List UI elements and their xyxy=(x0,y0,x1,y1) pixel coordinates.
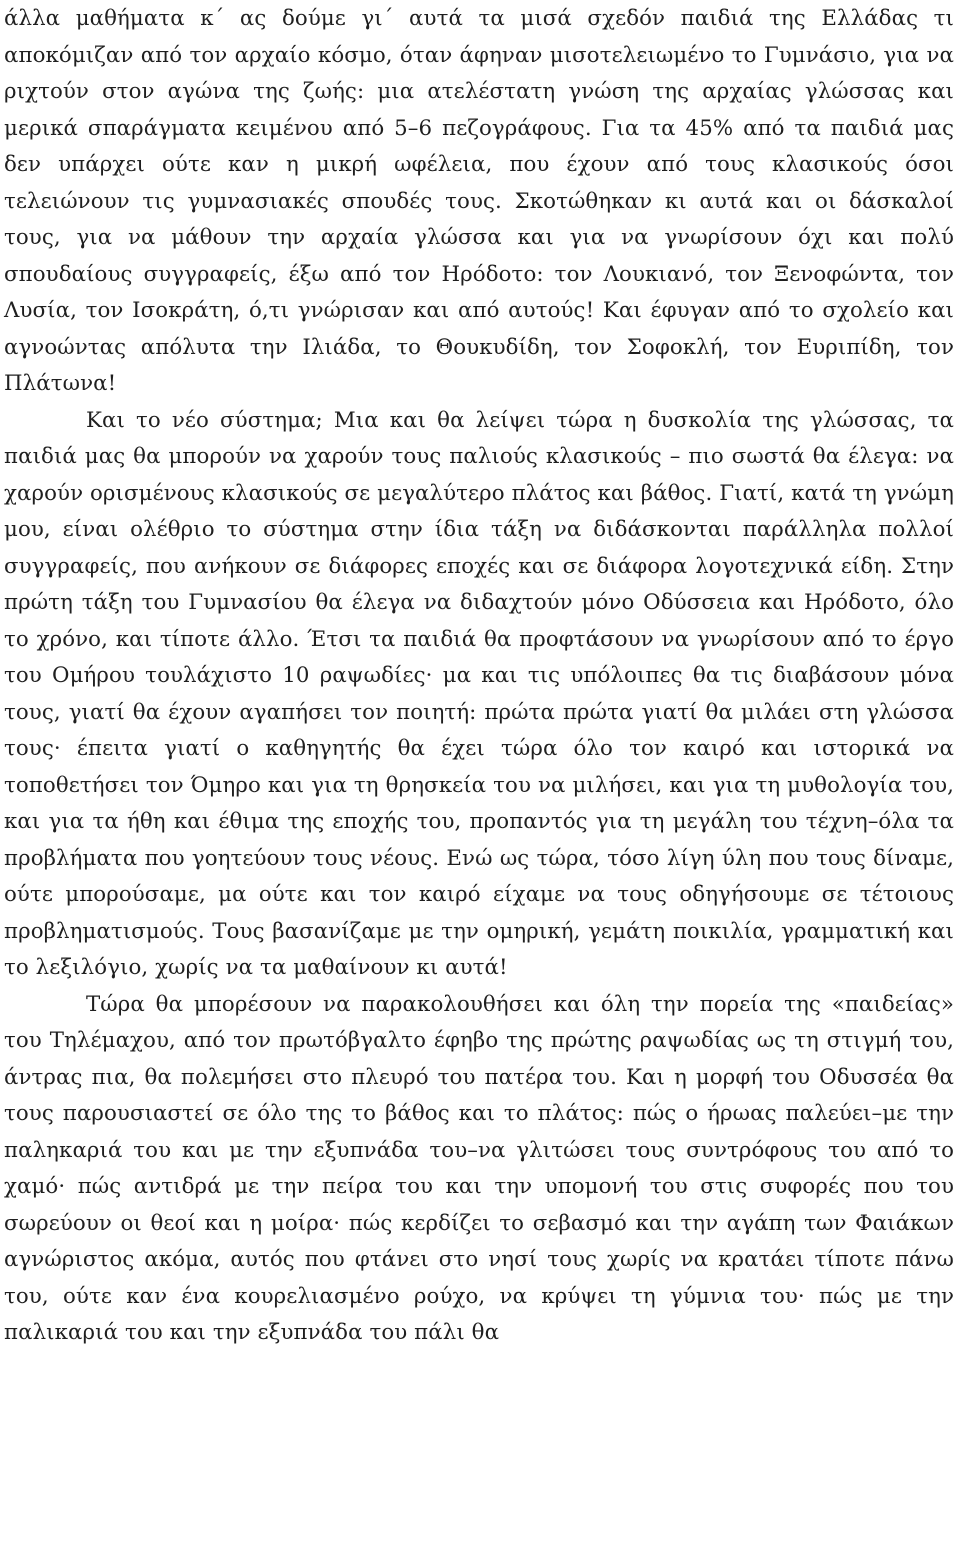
paragraph-2: Και το νέο σύστημα; Μια και θα λείψει τώρα η δυσκολία της γλώσσας, τα παιδιά μας θα μπορούν να χαρούν τους παλιούς κλασικούς – πιο σωστά θα έλεγα: να χαρούν ορισμένους κλασικούς σε μεγαλύτερο πλάτος και βάθος. Γιατί, κατά τη γνώμη μου, είναι ολέθριο το σύστημα στην ίδια τάξη να διδάσκονται παράλληλα πολλοί συγγραφείς, που ανήκουν σε διάφορες εποχές και σε διάφορα λογοτεχνικά είδη. Στην πρώτη τάξη του Γυμνασίου θα έλεγα να διδαχτούν μόνο Οδύσσεια και Ηρόδοτο, όλο το χρόνο, και τίποτε άλλο. Έτσι τα παιδιά θα προφτάσουν να γνωρίσουν από το έργο του Ομήρου τουλάχιστο 10 ραψωδίες· μα και τις υπόλοιπες θα τις διαβάσουν μόνα τους, γιατί θα έχουν αγαπήσει τον ποιητή: πρώτα πρώτα γιατί θα μιλάει στη γλώσσα τους· έπειτα γιατί ο καθηγητής θα έχει τώρα όλο τον καιρό και ιστορικά να τοποθετήσει τον Όμηρο και για τη θρησκεία του να μιλήσει, και για τη μυθολογία του, και για τα ήθη και έθιμα της εποχής του, προπαντός για τη μεγάλη του τέχνη–όλα τα προβλήματα που γοητεύουν τους νέους. Ενώ ως τώρα, τόσο λίγη ύλη που τους δίναμε, ούτε μπορούσαμε, μα ούτε και τον καιρό είχαμε να τους οδηγήσουμε σε τέτοιους προβληματισμούς. Τους βασανίζαμε με την ομηρική, γεμάτη ποικιλία, γραμματική και το λεξιλόγιο, χωρίς να τα μαθαίνουν κι αυτά! xyxy=(4,407,954,980)
paragraph-3: Τώρα θα μπορέσουν να παρακολουθήσει και όλη την πορεία της «παιδείας» του Τηλέμαχου, από τον πρωτόβγαλτο έφηβο της πρώτης ραψωδίας ως τη στιγμή του, άντρας πια, θα πολεμήσει στο πλευρό του πατέρα του. Και η μορφή του Οδυσσέα θα τους παρουσιαστεί σε όλο της το βάθος και το πλάτος: πώς ο ήρωας παλεύει–με την παληκαριά του και με την εξυπνάδα του–να γλιτώσει τους συντρόφους του από το χαμό· πώς αντιδρά με την πείρα του και την υπομονή του στις συφορές που του σωρεύουν οι θεοί και η μοίρα· πώς κερδίζει το σεβασμό και την αγάπη των Φαιάκων αγνώριστος ακόμα, αυτός που φτάνει στο νησί τους χωρίς να κρατάει τίποτε πάνω του, ούτε καν ένα κουρελιασμένο ρούχο, να κρύψει τη γύμνια του· πώς με την παλικαριά του και την εξυπνάδα του πάλι θα xyxy=(4,991,954,1345)
document-page xyxy=(0,1,960,1555)
paragraph-1: άλλα μαθήματα κ΄ ας δούμε γι΄ αυτά τα μισά σχεδόν παιδιά της Ελλάδας τι αποκόμιζαν από τον αρχαίο κόσμο, όταν άφηναν μισοτελειωμένο το Γυμνάσιο, για να ριχτούν στον αγώνα της ζωής: μια ατελέστατη γνώση της αρχαίας γλώσσας και μερικά σπαράγματα κειμένου από 5–6 πεζογράφους. Για τα 45% από τα παιδιά μας δεν υπάρχει ούτε καν η μικρή ωφέλεια, που έχουν από τους κλασικούς όσοι τελειώνουν τις γυμνασιακές σπουδές τους. Σκοτώθηκαν κι αυτά και οι δάσκαλοί τους, για να μάθουν την αρχαία γλώσσα και για να γνωρίσουν όχι και πολύ σπουδαίους συγγραφείς, έξω από τον Ηρόδοτο: τον Λουκιανό, τον Ξενοφώντα, τον Λυσία, τον Ισοκράτη, ό,τι γνώρισαν και από αυτούς! Και έφυγαν από το σχολείο και αγνοώντας απόλυτα την Ιλιάδα, το Θουκυδίδη, τον Σοφοκλή, τον Ευριπίδη, τον Πλάτωνα! xyxy=(4,6,954,396)
